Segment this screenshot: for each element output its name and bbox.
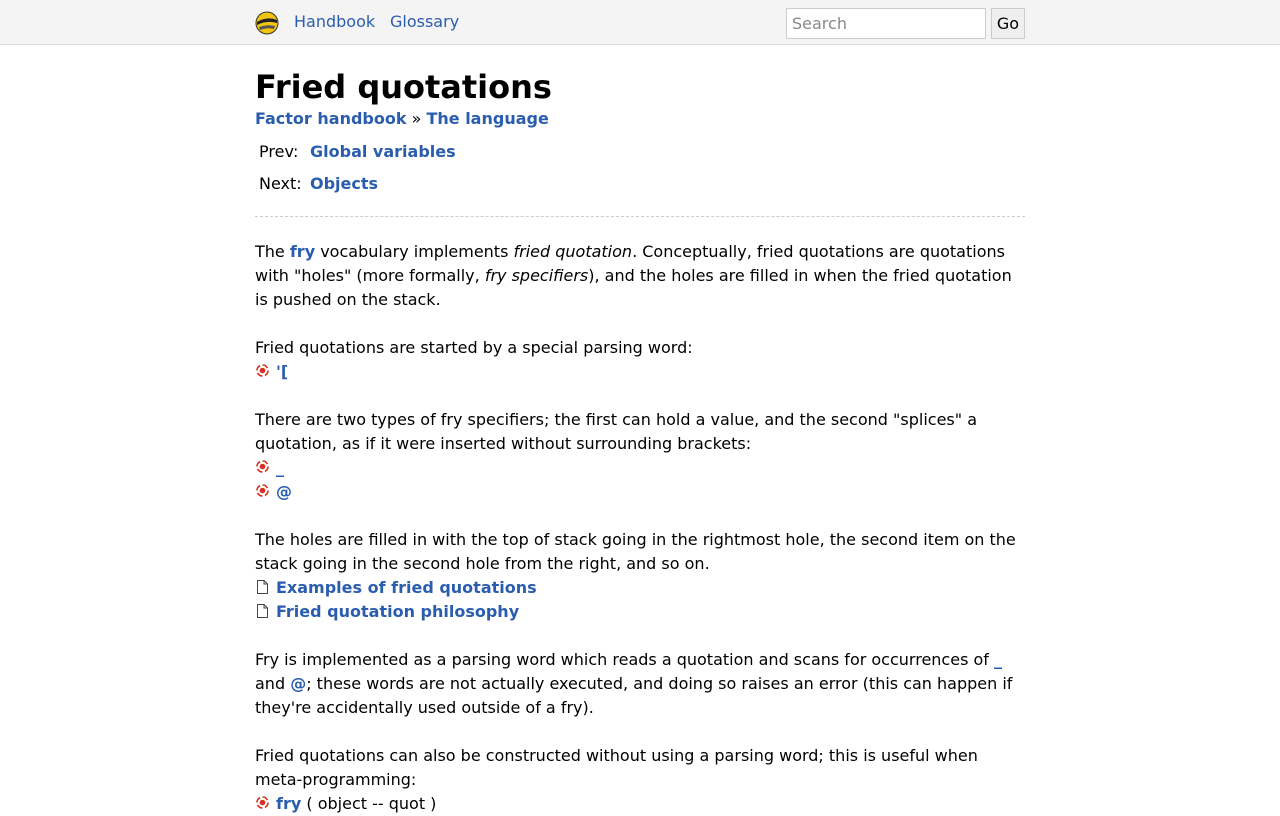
article-link-philosophy[interactable]: Fried quotation philosophy xyxy=(276,602,520,621)
holes-paragraph: The holes are filled in with the top of stack going in the rightmost hole, the second item on the stack going in the second hole from the right, and so on. xyxy=(255,530,1016,573)
word-link-at[interactable]: @ xyxy=(276,482,292,501)
factor-logo-icon[interactable] xyxy=(255,11,279,35)
article-icon xyxy=(255,579,270,595)
specifiers-paragraph: There are two types of fry specifiers; the first can hold a value, and the second "splices" a quotation, as if it were inserted without surrounding brackets: xyxy=(255,410,977,453)
word-link-fry-bracket[interactable]: '[ xyxy=(276,362,289,381)
article-link-examples[interactable]: Examples of fried quotations xyxy=(276,578,537,597)
fry-stack-effect: ( object -- quot ) xyxy=(306,794,437,813)
parsing-word-paragraph: Fried quotations are started by a special parsing word: xyxy=(255,338,693,357)
intro-text-1: The xyxy=(255,242,290,261)
word-icon xyxy=(255,363,270,378)
go-button[interactable]: Go xyxy=(991,8,1025,39)
search-input[interactable] xyxy=(786,8,986,39)
inline-link-at[interactable]: @ xyxy=(290,674,307,693)
next-row xyxy=(259,174,378,194)
article-item-philosophy xyxy=(255,600,1025,624)
breadcrumb-the-language[interactable]: The language xyxy=(426,109,549,128)
word-link-fry[interactable]: fry xyxy=(276,794,302,813)
nav-handbook-link[interactable]: Handbook xyxy=(294,12,376,31)
next-link[interactable]: Objects xyxy=(310,174,379,193)
intro-text-3: . Conceptually, fried quotations are quotations with "holes" (more formally, xyxy=(255,242,1005,285)
word-item-underscore xyxy=(255,456,1025,480)
impl-text-2: and xyxy=(255,674,291,693)
prev-label: Prev: xyxy=(259,142,299,161)
word-item-at xyxy=(255,480,1025,504)
article-icon xyxy=(255,603,270,619)
prev-row xyxy=(259,142,456,162)
page-title: Fried quotations xyxy=(255,68,552,106)
intro-text-2: vocabulary implements xyxy=(315,242,514,261)
impl-text-3: ; these words are not actually executed, and doing so raises an error (this can happen if they're accidentally used outside of a fry). xyxy=(255,674,1013,717)
top-navbar xyxy=(0,0,1280,45)
word-icon xyxy=(255,483,270,498)
breadcrumb xyxy=(255,109,549,129)
intro-text-4: ), and the holes are filled in when the fried quotation is pushed on the stack. xyxy=(255,266,1012,309)
word-link-underscore[interactable]: _ xyxy=(276,458,284,477)
inline-link-underscore[interactable]: _ xyxy=(994,650,1002,669)
implementation-paragraph xyxy=(255,648,1025,720)
word-item-fry xyxy=(255,792,1025,816)
impl-text-1: Fry is implemented as a parsing word which reads a quotation and scans for occurrences of xyxy=(255,650,994,669)
meta-programming-paragraph: Fried quotations can also be constructed without using a parsing word; this is useful when meta-programming: xyxy=(255,746,978,789)
next-label: Next: xyxy=(259,174,302,193)
article-item-examples xyxy=(255,576,1025,600)
article-body xyxy=(255,240,1025,816)
header-divider xyxy=(255,216,1025,217)
fry-specifiers-term: fry specifiers xyxy=(484,266,589,285)
breadcrumb-factor-handbook[interactable]: Factor handbook xyxy=(255,109,407,128)
intro-paragraph xyxy=(255,240,1025,312)
word-item-fry-bracket xyxy=(255,360,1025,384)
nav-glossary-link[interactable]: Glossary xyxy=(390,12,460,31)
word-icon xyxy=(255,459,270,474)
prev-link[interactable]: Global variables xyxy=(310,142,456,161)
breadcrumb-separator: » xyxy=(411,109,422,128)
fry-vocab-link[interactable]: fry xyxy=(289,242,316,261)
word-icon xyxy=(255,795,270,810)
fried-quotation-term: fried quotation xyxy=(513,242,633,261)
